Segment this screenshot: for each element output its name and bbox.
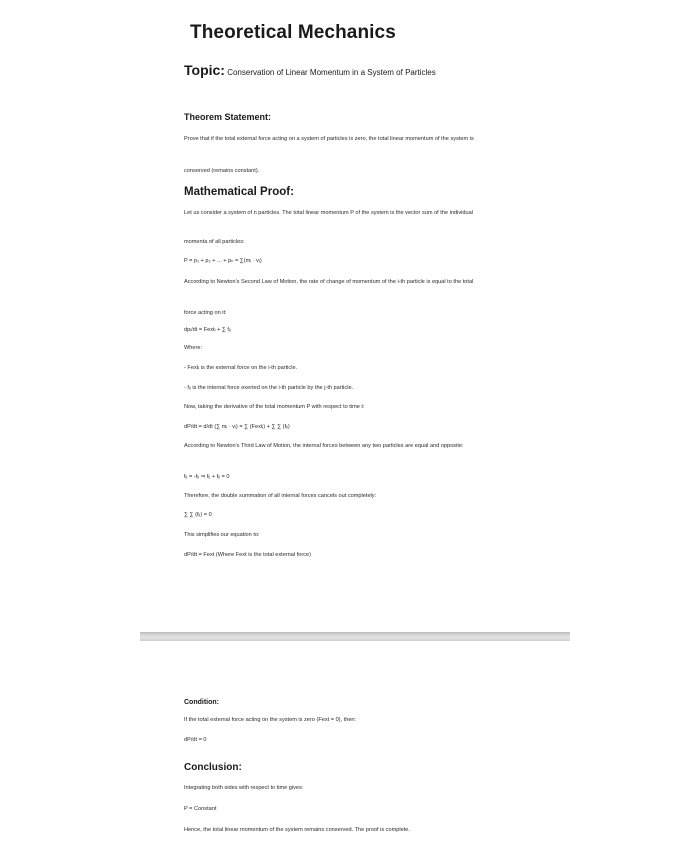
proof-line: Now, taking the derivative of the total momentum P with respect to time t: [184, 404, 365, 410]
document-title: Theoretical Mechanics [190, 22, 396, 43]
theorem-heading: Theorem Statement: [184, 112, 272, 122]
theorem-line-2: conserved (remains constant). [184, 168, 260, 174]
proof-line: - fᵢⱼ is the internal force exerted on the i-th particle by the j-th particle. [184, 385, 354, 391]
proof-line: - Fextᵢ is the external force on the i-th particle. [184, 365, 298, 371]
proof-equation: fᵢⱼ = -fⱼᵢ ⇒ fᵢⱼ + fⱼᵢ = 0 [184, 474, 230, 480]
topic-line [184, 62, 436, 78]
condition-equation: dP/dt = 0 [184, 737, 207, 743]
topic-text: Conservation of Linear Momentum in a System of Particles [227, 68, 436, 77]
theorem-line-1: Prove that if the total external force acting on a system of particles is zero, the total linear momentum of the system is [184, 136, 474, 142]
proof-equation: P = p₁ + p₂ + ... + pₙ = ∑(mᵢ · vᵢ) [184, 258, 262, 264]
conclusion-line: Hence, the total linear momentum of the system remains conserved. The proof is complete. [184, 827, 410, 833]
proof-line: Let us consider a system of n particles. The total linear momentum P of the system is the vector sum of the individual [184, 210, 473, 216]
proof-heading: Mathematical Proof: [184, 186, 294, 198]
page-break-divider [140, 632, 570, 641]
proof-equation: ∑ ∑ (fᵢⱼ) = 0 [184, 512, 212, 518]
proof-line: According to Newton's Second Law of Motion, the rate of change of momentum of the i-th particle is equal to the total [184, 279, 474, 285]
condition-heading: Condition: [184, 699, 219, 706]
proof-line: Therefore, the double summation of all internal forces cancels out completely: [184, 493, 377, 499]
conclusion-line: Integrating both sides with respect to time gives: [184, 785, 304, 791]
proof-line: Where: [184, 345, 203, 351]
proof-line: momenta of all particles: [184, 239, 245, 245]
proof-equation: dpᵢ/dt = Fextᵢ + ∑ fᵢⱼ [184, 327, 231, 333]
proof-equation: dP/dt = d/dt (∑ mᵢ · vᵢ) = ∑ (Fextᵢ) + ∑ ∑ (fᵢⱼ) [184, 424, 290, 430]
proof-line: According to Newton's Third Law of Motion, the internal forces between any two particles are equal and opposite: [184, 443, 464, 449]
proof-equation: dP/dt = Fext (Where Fext is the total external force) [184, 552, 311, 558]
proof-line: This simplifies our equation to: [184, 532, 260, 538]
condition-line: If the total external force acting on the system is zero (Fext = 0), then: [184, 717, 357, 723]
conclusion-equation: P = Constant [184, 806, 217, 812]
topic-label: Topic: [184, 62, 225, 78]
conclusion-heading: Conclusion: [184, 762, 242, 773]
proof-line: force acting on it: [184, 310, 227, 316]
